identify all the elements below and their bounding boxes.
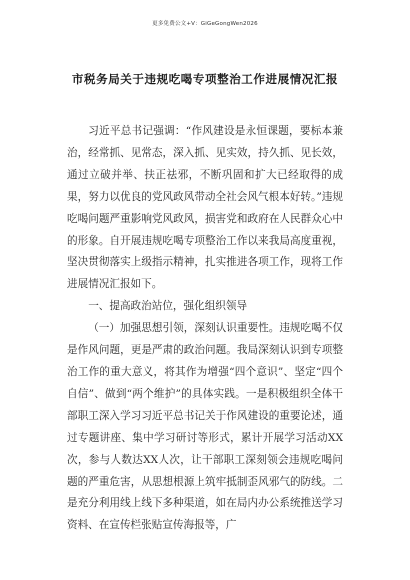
section-heading: 一、提高政治站位，强化组织领导	[88, 300, 248, 313]
intro-paragraph: 习近平总书记强调：“作风建设是永恒课题，要标本兼治，经常抓、见常态，深入抓、见实效，持久抓、见长效，通过立破并举、扶正祛邪，不断巩固和扩大已经取得的成果，努力以优良的党风政风带动全社会风气根本好转。”违规吃喝问题严重影响党风政风，损害党和政府在人民群众心中的形象。自开展违规吃喝专项整治工作以来我局高度重视，坚决贯彻落实上级指示精神，扎实推进各项工作，现将工作进展情况汇报如下。	[67, 125, 343, 291]
document-body	[67, 121, 343, 537]
header-note: 更多免费公文+V：GiGeGongWen2026	[152, 21, 258, 27]
document-title: 市税务局关于违规吃喝专项整治工作进展情况汇报	[71, 72, 339, 86]
body-paragraph: （一）加强思想引领，深刻认识重要性。违规吃喝不仅是作风问题，更是严肃的政治问题。我局深刻认识到专项整治工作的重大意义，将其作为增强“四个意识”、坚定“四个自信”、做到“两个维护”的具体实践。一是积极组织全体干部职工深入学习习近平总书记关于作风建设的重要论述，通过专题讲座、集中学习研讨等形式，累计开展学习活动XX次，参与人数达XX人次，让干部职工深刻领会违规吃喝问题的严重危害，从思想根源上筑牢抵制歪风邪气的防线。二是充分利用线上线下多种渠道，如在局内办公系统推送学习资料、在宣传栏张贴宣传海报等，广	[67, 322, 343, 532]
